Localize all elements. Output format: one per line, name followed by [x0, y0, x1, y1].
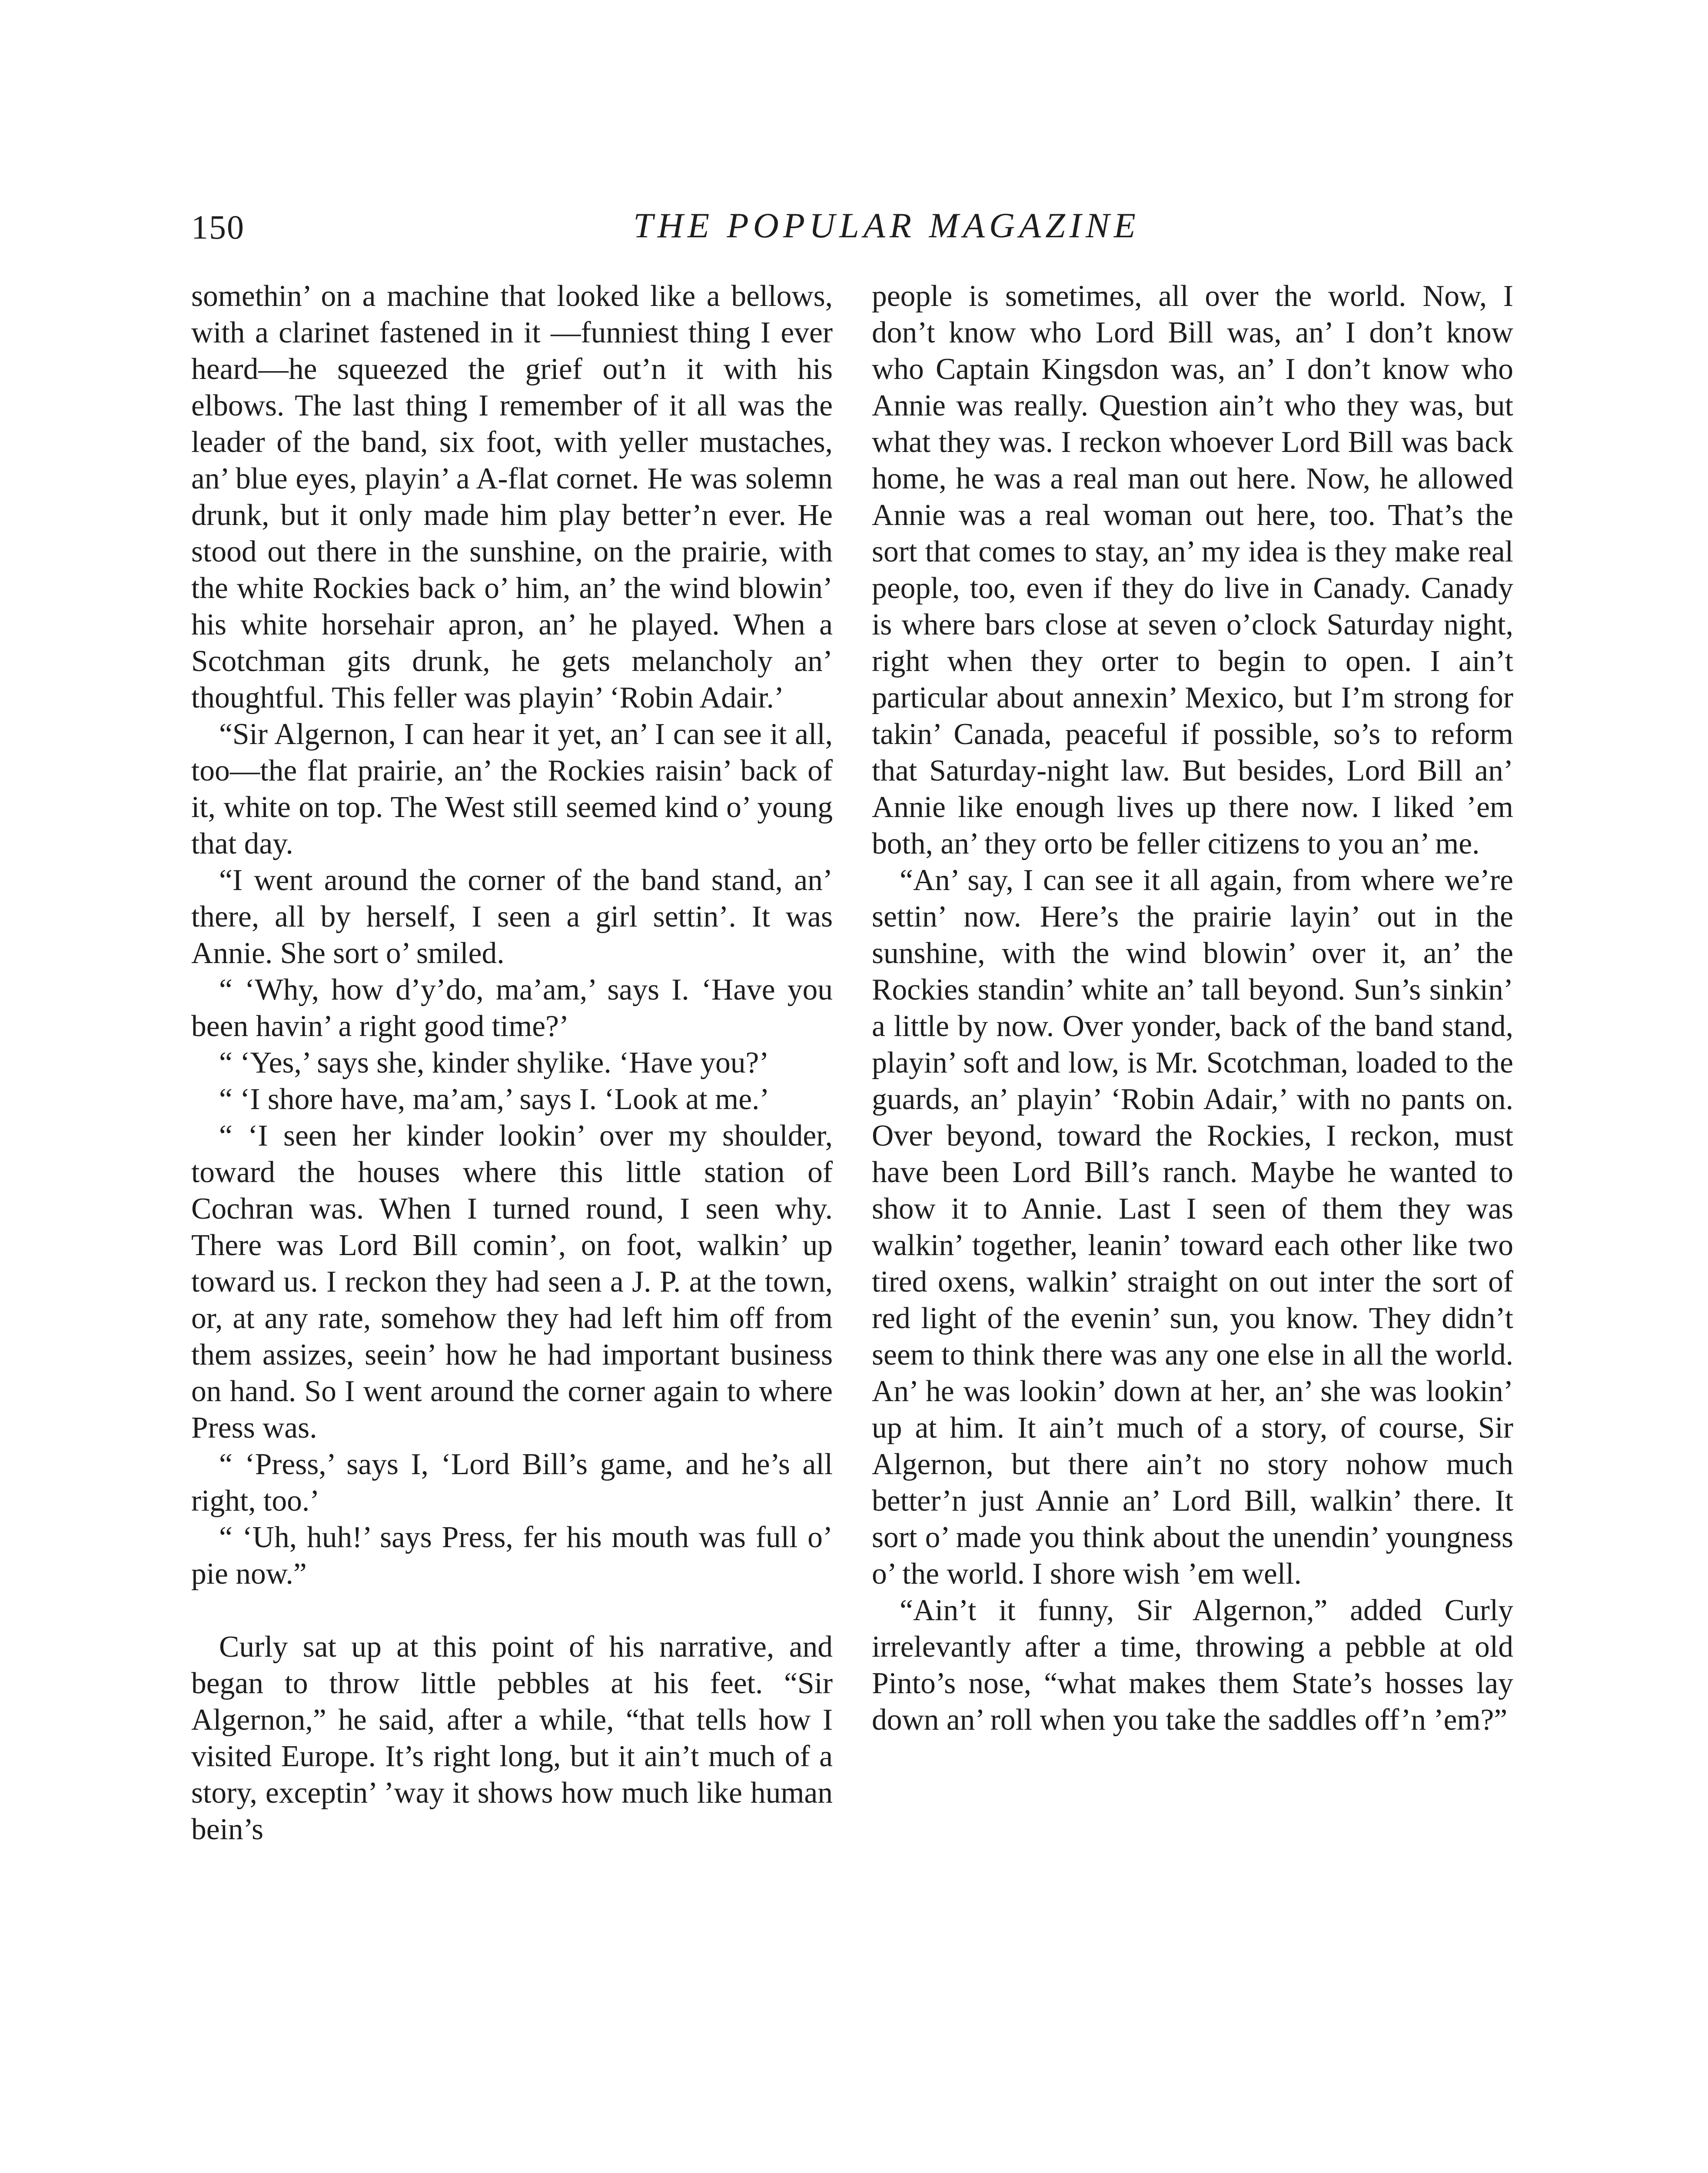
paragraph: “ ‘Yes,’ says she, kinder shylike. ‘Have you?’ [219, 1046, 769, 1080]
paragraph: “An’ say, I can see it all again, from where we’re settin’ now. Here’s the prairie layin’ out in the sunshine, with the wind blowin’ over it, an’ the Rockies standin’ white an’ tall beyond. Sun’s sinkin’ a little by now. Over yonder, back of the band stand, playin’ soft and low, is Mr. Scotchman, loaded to the guards, an’ playin’ ‘Robin Adair,’ with no pants on. Over beyond, toward the Rockies, I reckon, must have been Lord Bill’s ranch. Maybe he wanted to show it to Annie. Last I seen of them they was walkin’ together, leanin’ toward each other like two tired oxens, walkin’ straight on out inter the sort of red light of the evenin’ sun, you know. They didn’t seem to think there was any one else in all the world. An’ he was lookin’ down at her, an’ she was lookin’ up at him. It ain’t much of a story, of course, Sir Algernon, but there ain’t no story nohow much better’n just Annie an’ Lord Bill, walkin’ there. It sort o’ made you think about the unendin’ youngness o’ the world. I shore wish ’em well. [872, 864, 1513, 1591]
right-column [872, 278, 1513, 1738]
paragraph: people is sometimes, all over the world. Now, I don’t know who Lord Bill was, an’ I don’t know who Captain Kingsdon was, an’ I don’t know who Annie was really. Question ain’t who they was, but what they was. I reckon whoever Lord Bill was back home, he was a real man out here. Now, he allowed Annie was a real woman out here, too. That’s the sort that comes to stay, an’ my idea is they make real people, too, even if they do live in Canady. Canady is where bars close at seven o’clock Saturday night, right when they orter to begin to open. I ain’t particular about annexin’ Mexico, but I’m strong for takin’ Canada, peaceful if possible, so’s to reform that Saturday-night law. But besides, Lord Bill an’ Annie like enough lives up there now. I liked ’em both, an’ they orto be feller citizens to you an’ me. [872, 279, 1513, 861]
paragraph: somethin’ on a machine that looked like a bellows, with a clarinet fastened in it —funniest thing I ever heard—he squeezed the grief out’n it with his elbows. The last thing I remember of it all was the leader of the band, six foot, with yeller mustaches, an’ blue eyes, playin’ a A-flat cornet. He was solemn drunk, but it only made him play better’n ever. He stood out there in the sunshine, on the prairie, with the white Rockies back o’ him, an’ the wind blowin’ his white horsehair apron, an’ he played. When a Scotchman gits drunk, he gets melancholy an’ thoughtful. This feller was playin’ ‘Robin Adair.’ [191, 279, 833, 714]
paragraph: “ ‘I shore have, ma’am,’ says I. ‘Look at me.’ [219, 1083, 770, 1116]
page-header [191, 208, 1582, 260]
paragraph: “ ‘Uh, huh!’ says Press, fer his mouth was full o’ pie now.” [191, 1521, 833, 1591]
paragraph: “ ‘I seen her kinder lookin’ over my shoulder, toward the houses where this little station of Cochran was. When I turned round, I seen why. There was Lord Bill comin’, on foot, walkin’ up toward us. I reckon they had seen a J. P. at the town, or, at any rate, somehow they had left him off from them assizes, seein’ how he had important business on hand. So I went around the corner again to where Press was. [191, 1119, 833, 1445]
paragraph: “ ‘Press,’ says I, ‘Lord Bill’s game, and he’s all right, too.’ [191, 1448, 833, 1518]
running-head: THE POPULAR MAGAZINE [633, 206, 1140, 245]
paragraph: Curly sat up at this point of his narrative, and began to throw little pebbles at his feet. “Sir Algernon,” he said, after a while, “that tells how I visited Europe. It’s right long, but it ain’t much of a story, exceptin’ ’way it shows how much like human bein’s [191, 1630, 833, 1846]
paragraph: “I went around the corner of the band stand, an’ there, all by herself, I seen a girl settin’. It was Annie. She sort o’ smiled. [191, 864, 833, 970]
paragraph: “ ‘Why, how d’y’do, ma’am,’ says I. ‘Have you been havin’ a right good time?’ [191, 973, 833, 1043]
left-column [191, 278, 833, 1848]
paragraph: “Ain’t it funny, Sir Algernon,” added Curly irrelevantly after a time, throwing a pebble at old Pinto’s nose, “what makes them State’s hosses lay down an’ roll when you take the saddles off’n ’em?” [872, 1594, 1513, 1737]
page-number: 150 [191, 208, 245, 246]
paragraph: “Sir Algernon, I can hear it yet, an’ I can see it all, too—the flat prairie, an’ the Rockies raisin’ back of it, white on top. The West still seemed kind o’ young that day. [191, 718, 833, 861]
